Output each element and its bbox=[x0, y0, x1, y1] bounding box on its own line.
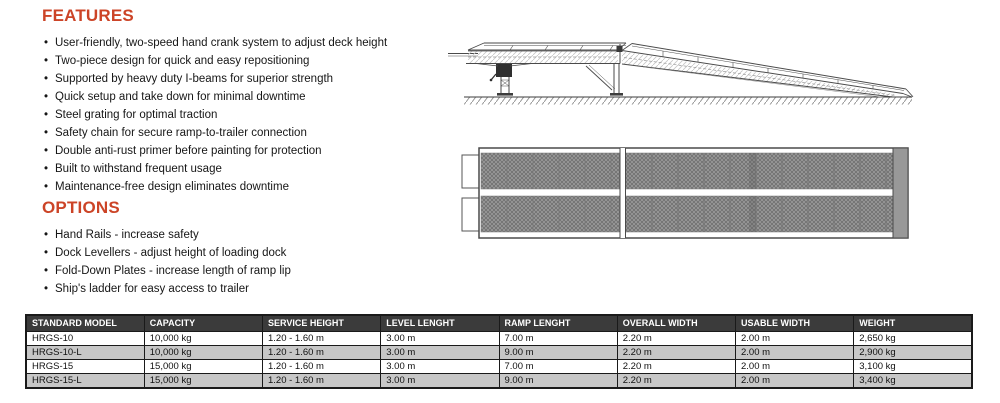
bullet-glyph: • bbox=[44, 145, 49, 157]
list-item bbox=[44, 70, 387, 88]
table-cell: 2.20 m bbox=[617, 346, 735, 360]
table-row bbox=[26, 360, 972, 374]
list-item bbox=[44, 124, 387, 142]
options-list bbox=[44, 226, 291, 298]
column-header: RAMP LENGHT bbox=[499, 315, 617, 332]
bullet-glyph: • bbox=[44, 229, 49, 241]
list-item-text: Built to withstand frequent usage bbox=[55, 163, 222, 175]
table-cell: 1.20 - 1.60 m bbox=[263, 346, 381, 360]
spec-table bbox=[25, 314, 973, 389]
bullet-glyph: • bbox=[44, 127, 49, 139]
ramp-top-view-drawing bbox=[452, 136, 914, 240]
bullet-glyph: • bbox=[44, 283, 49, 295]
list-item-text: Ship's ladder for easy access to trailer bbox=[55, 283, 249, 295]
bullet-glyph: • bbox=[44, 247, 49, 259]
spec-table-container bbox=[25, 314, 973, 389]
table-cell: 1.20 - 1.60 m bbox=[263, 374, 381, 389]
table-cell: 1.20 - 1.60 m bbox=[263, 360, 381, 374]
table-cell: HRGS-15-L bbox=[26, 374, 144, 389]
table-cell: 2.00 m bbox=[736, 360, 854, 374]
table-cell: 2.20 m bbox=[617, 332, 735, 346]
table-cell: HRGS-10 bbox=[26, 332, 144, 346]
table-cell: 7.00 m bbox=[499, 332, 617, 346]
list-item-text: Steel grating for optimal traction bbox=[55, 109, 218, 121]
column-header: USABLE WIDTH bbox=[736, 315, 854, 332]
table-cell: 10,000 kg bbox=[144, 346, 262, 360]
bullet-glyph: • bbox=[44, 181, 49, 193]
table-cell: 9.00 m bbox=[499, 346, 617, 360]
bullet-glyph: • bbox=[44, 265, 49, 277]
table-cell: 2.00 m bbox=[736, 374, 854, 389]
table-cell: 10,000 kg bbox=[144, 332, 262, 346]
column-header: STANDARD MODEL bbox=[26, 315, 144, 332]
table-cell: 7.00 m bbox=[499, 360, 617, 374]
list-item bbox=[44, 178, 387, 196]
table-cell: 15,000 kg bbox=[144, 360, 262, 374]
list-item bbox=[44, 244, 291, 262]
table-cell: 3.00 m bbox=[381, 332, 499, 346]
list-item bbox=[44, 160, 387, 178]
ramp-top-view-svg bbox=[452, 136, 914, 240]
features-heading: FEATURES bbox=[42, 6, 134, 25]
options-heading: OPTIONS bbox=[42, 198, 120, 217]
table-cell: 2.00 m bbox=[736, 346, 854, 360]
table-cell: 2.20 m bbox=[617, 360, 735, 374]
list-item bbox=[44, 88, 387, 106]
list-item bbox=[44, 142, 387, 160]
table-row bbox=[26, 332, 972, 346]
options-section bbox=[42, 197, 291, 298]
table-cell: 2.20 m bbox=[617, 374, 735, 389]
column-header: OVERALL WIDTH bbox=[617, 315, 735, 332]
table-cell: 15,000 kg bbox=[144, 374, 262, 389]
table-cell: 3,100 kg bbox=[854, 360, 972, 374]
list-item-text: Hand Rails - increase safety bbox=[55, 229, 199, 241]
table-row bbox=[26, 346, 972, 360]
table-cell: 3.00 m bbox=[381, 374, 499, 389]
table-header-row bbox=[26, 315, 972, 332]
list-item bbox=[44, 34, 387, 52]
list-item-text: Fold-Down Plates - increase length of ramp lip bbox=[55, 265, 291, 277]
features-list bbox=[44, 34, 387, 196]
table-cell: HRGS-15 bbox=[26, 360, 144, 374]
list-item bbox=[44, 262, 291, 280]
table-cell: 1.20 - 1.60 m bbox=[263, 332, 381, 346]
column-header: WEIGHT bbox=[854, 315, 972, 332]
column-header: CAPACITY bbox=[144, 315, 262, 332]
list-item bbox=[44, 106, 387, 124]
list-item-text: Double anti-rust primer before painting for protection bbox=[55, 145, 322, 157]
table-row bbox=[26, 374, 972, 389]
table-cell: 2.00 m bbox=[736, 332, 854, 346]
table-cell: 3.00 m bbox=[381, 360, 499, 374]
list-item bbox=[44, 52, 387, 70]
ramp-side-view-drawing bbox=[448, 30, 920, 110]
list-item-text: Supported by heavy duty I-beams for superior strength bbox=[55, 73, 334, 85]
list-item-text: User-friendly, two-speed hand crank system to adjust deck height bbox=[55, 37, 388, 49]
bullet-glyph: • bbox=[44, 91, 49, 103]
list-item bbox=[44, 226, 291, 244]
list-item-text: Maintenance-free design eliminates downtime bbox=[55, 181, 289, 193]
table-cell: 2,650 kg bbox=[854, 332, 972, 346]
list-item-text: Two-piece design for quick and easy repositioning bbox=[55, 55, 310, 67]
list-item-text: Dock Levellers - adjust height of loading dock bbox=[55, 247, 287, 259]
features-section bbox=[42, 5, 387, 196]
table-cell: 9.00 m bbox=[499, 374, 617, 389]
column-header: LEVEL LENGHT bbox=[381, 315, 499, 332]
bullet-glyph: • bbox=[44, 73, 49, 85]
list-item-text: Quick setup and take down for minimal downtime bbox=[55, 91, 306, 103]
table-cell: 3.00 m bbox=[381, 346, 499, 360]
bullet-glyph: • bbox=[44, 109, 49, 121]
list-item bbox=[44, 280, 291, 298]
bullet-glyph: • bbox=[44, 55, 49, 67]
list-item-text: Safety chain for secure ramp-to-trailer connection bbox=[55, 127, 307, 139]
table-cell: 3,400 kg bbox=[854, 374, 972, 389]
table-cell: HRGS-10-L bbox=[26, 346, 144, 360]
table-cell: 2,900 kg bbox=[854, 346, 972, 360]
bullet-glyph: • bbox=[44, 163, 49, 175]
bullet-glyph: • bbox=[44, 37, 49, 49]
column-header: SERVICE HEIGHT bbox=[263, 315, 381, 332]
ramp-side-view-svg bbox=[448, 30, 920, 110]
